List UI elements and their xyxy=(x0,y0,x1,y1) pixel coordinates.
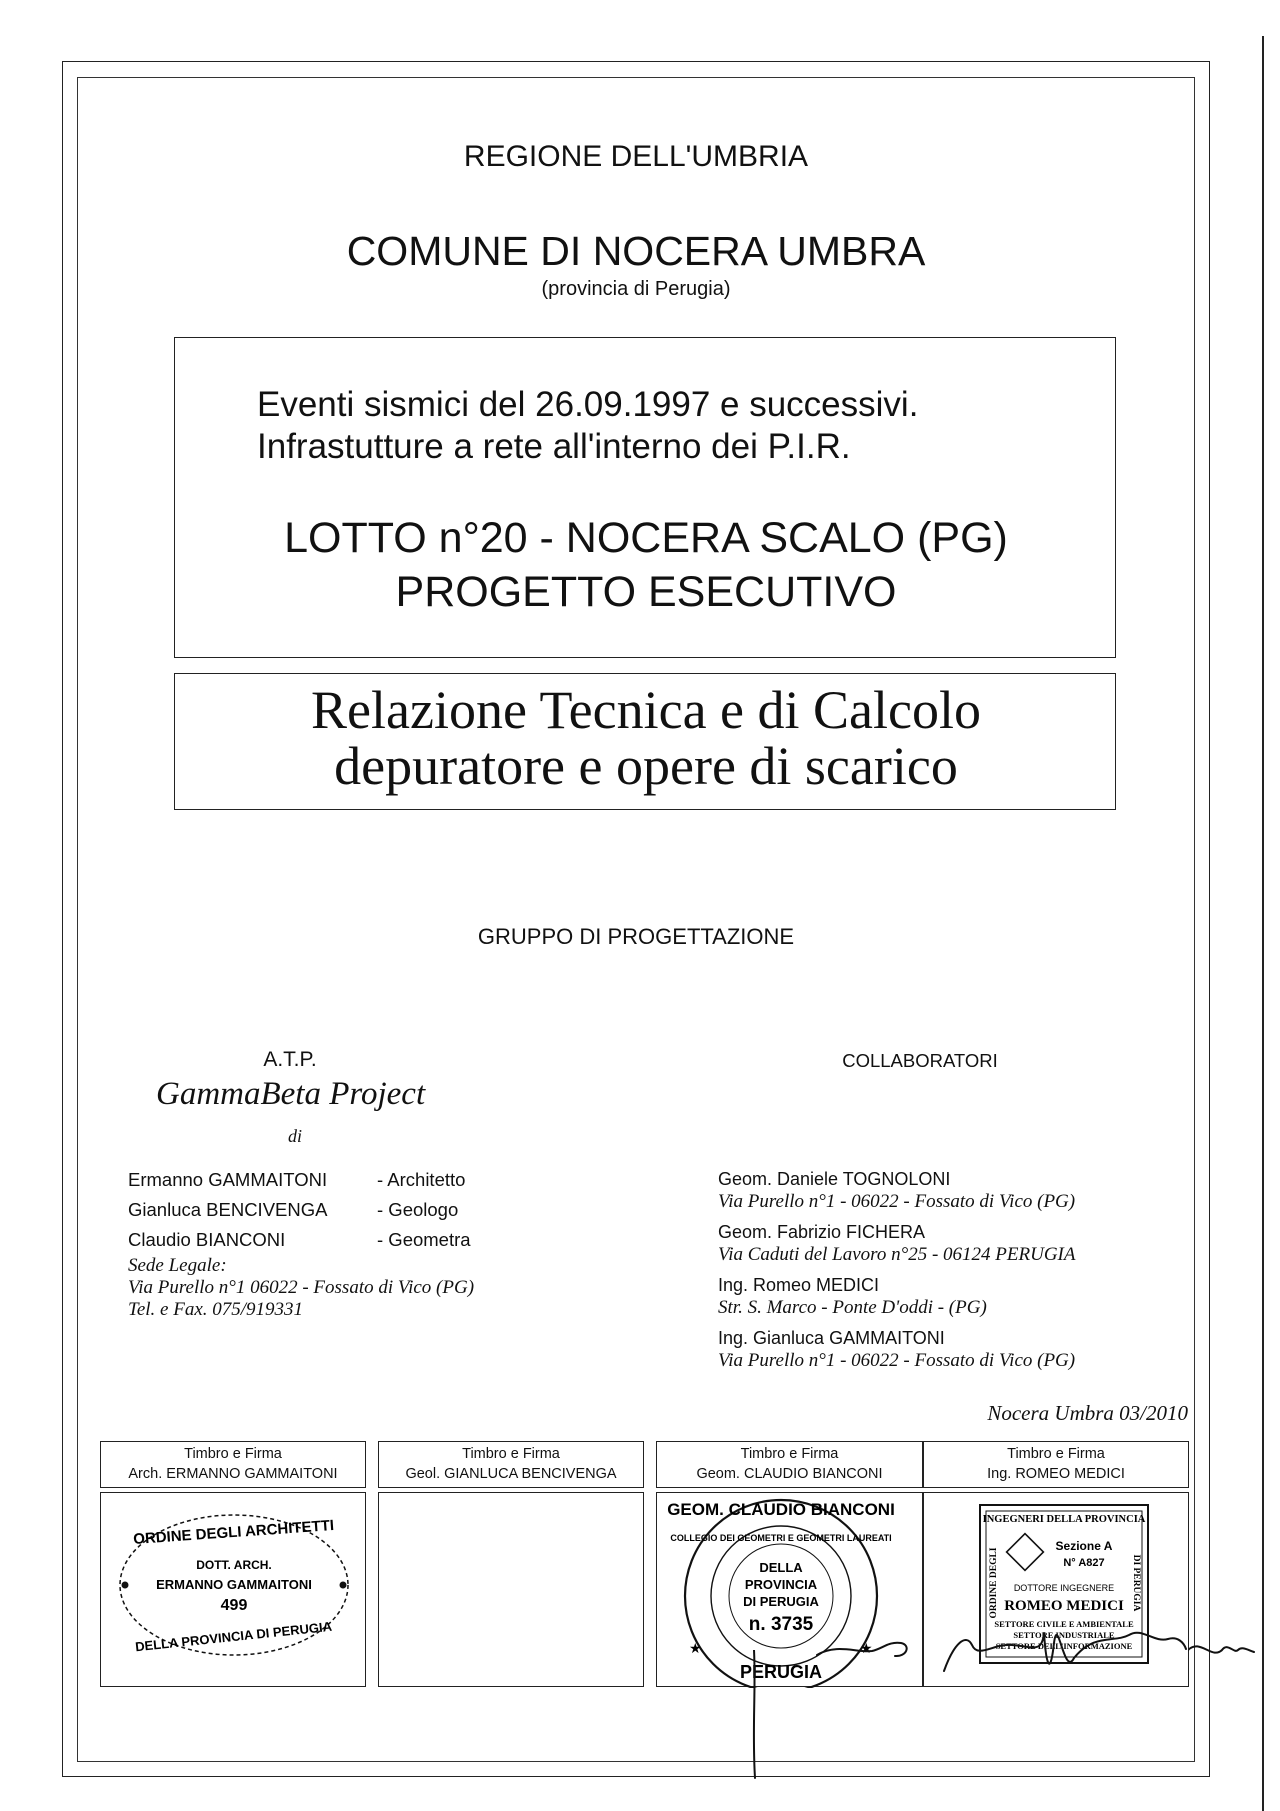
stamp-header-engineer xyxy=(923,1441,1189,1488)
signature-tail xyxy=(1188,1620,1258,1680)
list-item xyxy=(718,1274,1188,1327)
star-icon: ★ xyxy=(689,1640,702,1656)
stamp-dot xyxy=(122,1582,129,1589)
stamp-section: Sezione A xyxy=(1055,1539,1113,1553)
list-item xyxy=(128,1169,548,1199)
stamp-title: Timbro e Firma xyxy=(740,1446,839,1462)
project-line-1: Eventi sismici del 26.09.1997 e successivi. xyxy=(257,385,919,424)
project-box xyxy=(174,337,1116,658)
list-item xyxy=(718,1168,1188,1221)
comune-title: COMUNE DI NOCERA UMBRA xyxy=(346,228,926,274)
report-title-line-2: depuratore e opere di scarico xyxy=(334,736,958,796)
atp-di: di xyxy=(288,1126,303,1146)
collaborator-address: Via Purello n°1 - 06022 - Fossato di Vico (PG) xyxy=(718,1350,1076,1371)
list-item xyxy=(718,1221,1188,1274)
collaborator-address: Via Purello n°1 - 06022 - Fossato di Vico (PG) xyxy=(718,1191,1076,1212)
collaborators-list xyxy=(718,1168,1188,1380)
stamp-right: DI PERUGIA xyxy=(1131,1554,1141,1612)
phase-title: PROGETTO ESECUTIVO xyxy=(395,568,897,616)
provincia-subtitle: (provincia di Perugia) xyxy=(541,278,731,300)
stamp-title: DOTTORE INGEGNERE xyxy=(1013,1583,1115,1593)
stamp-box-geologist xyxy=(378,1492,644,1687)
stamp-signer: Geol. GIANLUCA BENCIVENGA xyxy=(405,1466,617,1482)
sede-legale-label: Sede Legale: xyxy=(128,1255,227,1276)
stamp-signer: Geom. CLAUDIO BIANCONI xyxy=(696,1466,883,1482)
stamp-title-text: DOTT. ARCH. xyxy=(196,1558,272,1572)
member-role: - Geometra xyxy=(377,1229,471,1250)
geometra-stamp xyxy=(657,1493,924,1688)
stamp-top: INGEGNERI DELLA PROVINCIA xyxy=(982,1514,1146,1525)
stamp-line-3: DI PERUGIA xyxy=(743,1594,819,1609)
collaborator-name: Geom. Daniele TOGNOLONI xyxy=(718,1169,951,1189)
sede-legale-address: Via Purello n°1 06022 - Fossato di Vico (PG) xyxy=(128,1277,475,1298)
list-item xyxy=(718,1327,1188,1380)
stamp-box-geometra xyxy=(656,1492,923,1687)
place-date: Nocera Umbra 03/2010 xyxy=(987,1401,1188,1425)
stamp-signer: Ing. ROMEO MEDICI xyxy=(987,1466,1125,1482)
architect-stamp xyxy=(101,1493,367,1688)
signature-tail xyxy=(744,1650,764,1780)
stamp-header-geologist xyxy=(378,1441,644,1488)
atp-members-list xyxy=(128,1169,548,1259)
stamp-line-1: DELLA xyxy=(759,1560,803,1575)
stamp-sector-3: SETTORE DELL'INFORMAZIONE xyxy=(995,1641,1133,1651)
stamp-left: ORDINE DEGLI xyxy=(989,1547,999,1619)
stamp-title: Timbro e Firma xyxy=(1007,1446,1105,1462)
stamp-ring-name: GEOM. CLAUDIO BIANCONI xyxy=(667,1500,895,1519)
atp-company-name: GammaBeta Project xyxy=(156,1076,426,1112)
atp-phone: Tel. e Fax. 075/919331 xyxy=(128,1299,304,1320)
stamp-ring-bottom: DELLA PROVINCIA DI PERUGIA xyxy=(134,1618,333,1655)
diamond-icon xyxy=(1007,1534,1044,1571)
member-name: Gianluca BENCIVENGA xyxy=(128,1199,328,1220)
lotto-title: LOTTO n°20 - NOCERA SCALO (PG) xyxy=(284,514,1008,562)
stamp-number: n. 3735 xyxy=(748,1614,814,1635)
region-title: REGIONE DELL'UMBRIA xyxy=(463,140,809,173)
stamp-number-text: 499 xyxy=(220,1597,248,1614)
stamp-signer: Arch. ERMANNO GAMMAITONI xyxy=(128,1466,338,1482)
atp-label: A.T.P. xyxy=(263,1048,317,1071)
stamp-header-geometra xyxy=(656,1441,923,1488)
collaborators-heading: COLLABORATORI xyxy=(842,1050,998,1071)
collaborator-name: Geom. Fabrizio FICHERA xyxy=(718,1222,926,1242)
list-item xyxy=(128,1199,548,1229)
collaborator-name: Ing. Romeo MEDICI xyxy=(718,1275,880,1295)
stamp-box-architect xyxy=(100,1492,366,1687)
stamp-college: COLLEGIO DEI GEOMETRI E GEOMETRI LAUREATI xyxy=(670,1533,892,1543)
binding-line xyxy=(1262,36,1264,1811)
member-role: - Architetto xyxy=(377,1169,466,1190)
member-name: Ermanno GAMMAITONI xyxy=(128,1169,328,1190)
stamp-dot xyxy=(340,1582,347,1589)
collaborator-name: Ing. Gianluca GAMMAITONI xyxy=(718,1328,945,1348)
stamp-header-architect xyxy=(100,1441,366,1488)
collaborator-address: Via Caduti del Lavoro n°25 - 06124 PERUGIA xyxy=(718,1244,1076,1265)
project-line-2: Infrastutture a rete all'interno dei P.I.R. xyxy=(257,427,851,466)
stamp-title: Timbro e Firma xyxy=(184,1446,282,1462)
stamp-ring-top: ORDINE DEGLI ARCHITETTI xyxy=(132,1517,335,1549)
stamp-box-engineer xyxy=(923,1492,1189,1687)
collaborator-address: Str. S. Marco - Ponte D'oddi - (PG) xyxy=(718,1297,987,1318)
report-title-box xyxy=(174,673,1116,810)
star-icon: ★ xyxy=(860,1640,873,1656)
stamp-city: PERUGIA xyxy=(739,1662,823,1682)
engineer-stamp xyxy=(924,1493,1190,1688)
stamp-number: N° A827 xyxy=(1063,1557,1105,1569)
report-title-line-1: Relazione Tecnica e di Calcolo xyxy=(311,680,981,740)
stamp-name: ROMEO MEDICI xyxy=(1004,1598,1124,1614)
stamp-line-2: PROVINCIA xyxy=(744,1577,818,1592)
member-name: Claudio BIANCONI xyxy=(128,1229,286,1250)
stamp-name-text: ERMANNO GAMMAITONI xyxy=(156,1577,312,1592)
stamp-sector-1: SETTORE CIVILE E AMBIENTALE xyxy=(994,1619,1134,1629)
stamp-sector-2: SETTORE INDUSTRIALE xyxy=(1013,1630,1115,1640)
group-heading: GRUPPO DI PROGETTAZIONE xyxy=(477,924,795,949)
member-role: - Geologo xyxy=(377,1199,459,1220)
stamp-title: Timbro e Firma xyxy=(462,1446,560,1462)
